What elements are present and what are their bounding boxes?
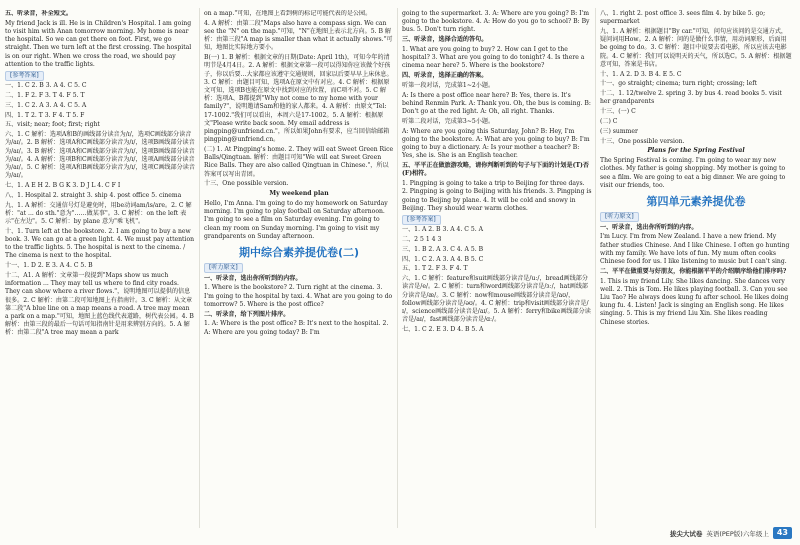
page-footer — [670, 526, 792, 540]
listening-text: I'm Lucy. I'm from New Zealand. I have a new friend. My father studies Chinese. And I like Chinese. I often go hunting with my family. We have lots of fun. My mum often cooks Chinese food for us. I like listening to music but I can't sing. — [600, 233, 790, 265]
listening-label: [听力原文] — [600, 212, 639, 222]
answer-line: 八、1. Hospital 2. straight 3. ship 4. post office 5. cinema — [5, 191, 182, 199]
listening-text: 1. Pingping is going to take a trip to Beijing for three days. 2. Pingping is going to Beijing with his friends. 3. Pingping is going to Beijing by plane. 4. It will be cold and snowy in Beijing. They should wear warm clothes. — [402, 180, 592, 212]
listening-label: [听力原文] — [204, 263, 243, 273]
essay-title: My weekend plan — [269, 190, 329, 198]
column-divider — [595, 8, 596, 528]
listening-text: 1. What are you going to buy? 2. How can I get to the hospital? 3. What are you going to do tonight? 4. Is there a cinema near here? 5. Where is the bookstore? — [402, 46, 585, 70]
answer-key-label: [参考答案] — [402, 215, 441, 225]
answer-line: 五、visit; near; foot; first; right — [5, 121, 100, 129]
answer-line: 十、1. Turn left at the bookstore. 2. I am going to buy a new book. 3. We can go at a green light. 4. We must pay attention to the traffic lights. 5. The hospital is next to the cinema. / The cinema is next to the hospital. — [5, 227, 195, 260]
section-title-midterm: 期中综合素养提优卷(二) — [238, 246, 360, 260]
answer-line: 六、1. C 解析：feature和suit画线部分读音是/uː/，bread画线部分读音是/e/。2. C 解析：turn和word画线部分读音是/ɜː/，hat画线部分读音是/æ/。3. C 解析：now和mouse画线部分读音是/aʊ/，follow画线部分读音是/əʊ/。4. C 解析：trip和visit画线部分读音是/ɪ/，science画线部分读音是/aɪ/。5. A 解析：ferry和bike画线部分读音是/aɪ/，fast画线部分读音是/ɑː/。 — [402, 275, 591, 324]
answer-line: 三、1. B 2. A 3. C 4. A 5. B — [402, 245, 484, 253]
answer-line: (二) C — [600, 118, 618, 125]
answer-line: 十一、1. D 2. E 3. A 4. C 5. B — [5, 262, 93, 270]
answer-line: 三、1. C 2. A 3. A 4. C 5. A — [5, 101, 87, 109]
question-header: 二、听录音，给下列图片排序。 — [204, 310, 290, 318]
answer-line: 四、1. C 2. A 3. A 4. B 5. C — [402, 255, 484, 263]
listening-text: going to the supermarket. 3. A: Where are you going? B: I'm going to the bookstore. 4. A: How do you go to school? B: By bus. 5. Don't turn right. — [402, 10, 590, 34]
question-header: 一、听录音，选出你所听到的内容。 — [204, 274, 302, 282]
answer-line: on a map."可知，在地图上看到树的标记可能代表的是公园。 — [204, 10, 372, 17]
answer-line: 二、1. F 2. F 3. T 4. F 5. T — [5, 92, 85, 99]
answer-line: 4. A 解析：由第二段"Maps also have a compass sign. We can see the "N" on the map."可知，"N"在地图上表示北方向。5. B 解析：由第三段"A map is smaller than what it actually shows."可知，地图比实际地方要小。 — [204, 19, 393, 52]
answer-line: 七、1. A E H 2. B G K 3. D J L 4. C F I — [5, 182, 121, 189]
question-header: 五、平平正在做旅游攻略，请你判断听到的句子与下面的计划是(T)否(F)相符。 — [402, 162, 590, 178]
question-header: 二、平平在做重要与好朋友，你能根据平平的介绍顺序给他们排序吗? — [600, 267, 787, 275]
answer-line: B(一) 1. B 解析：根据文章的日期(Date: April 1th)，可知今年的清明节是4月4日。2. A 解析：根据文章第一段可以得知你应该做个好孩子，你以后要...大家都应该遵守交通规则，回家以后要早早上床休息。3. C 解析：由题目可知，选项A在原文中有对应。4. C 解析：根据原文可知，选项B也能在原文中找到对应的位置，而C项不对。5. C 解析：选项A、B都提到"Why not come to my home with your family?"，说明邀请Sam和他的家人都来。4. A 解析：由原文"Tel: 17-1002."我们可以看出，本周六是17-1002。5. A 解析：根据原文"Please write back soon. My email address is pingping@unfriend.cn."，所以如果John有要求，应当回信给邮箱pingping@unfriend.cn。 — [204, 54, 393, 144]
answer-line: 五、1. T 2. F 3. F 4. T — [402, 265, 468, 273]
answer-line: 十一、go straight; cinema; turn right; crossing; left — [600, 80, 757, 88]
column-divider — [199, 8, 200, 528]
essay-intro: 十三、One possible version. — [204, 180, 289, 188]
listening-text: 1. Where is the bookstore? 2. Turn right at the cinema. 3. I'm going to the hospital by taxi. 4. What are you going to do tomorrow? 5. Where is the post office? — [204, 284, 393, 308]
column-3 — [402, 10, 592, 525]
column-2 — [204, 10, 394, 525]
column-1 — [5, 10, 195, 525]
answer-line: 十、1. A 2. D 3. B 4. E 5. C — [600, 70, 682, 78]
essay-body: The Spring Festival is coming. I'm going to wear my new clothes. My father is going shopping. My mother is going to see a film. We are going to eat a big dinner. We are going to visit our friends, too. — [600, 157, 786, 189]
page-number: 43 — [773, 527, 792, 539]
question-header: 三、听录音，选择合适的答句。 — [402, 36, 488, 44]
answer-line: (三) summer — [600, 127, 638, 135]
answer-key-label: [参考答案] — [5, 71, 44, 81]
section-title-unit4: 第四单元素养提优卷 — [646, 195, 746, 208]
answer-line: 四、1. T 2. T 3. F 4. T 5. F — [5, 111, 85, 119]
answer-line: 十三、(一) C — [600, 108, 636, 116]
essay-intro: 十三、One possible version. — [600, 137, 685, 145]
answer-line: 十二、1. 12/twelve 2. spring 3. by bus 4. read books 5. visit her grandparents — [600, 90, 782, 106]
listening-text: A: Where are you going this Saturday, John? B: Hey, I'm going to the bookstore. A: What are you going to buy? B: I'm going to buy a dictionary. A: Is your mother a teacher? B: Yes, she is. She is an English teacher. — [402, 127, 590, 160]
answer-line: 十二、A1. A 解析：文章第一段提到"Maps show us much information ... They may tell us where to find city roads. They can show where a river flows."，说明地图可以提供的信息很多。2. C 解析：由第二段可知地图上有指南针。3. C 解析：从文章第二段"A blue line on a map means a road. A tree may mean a park on a map."可知，地图上蓝色线代表道路，树代表公园。4. B 解析：由第三段的最后一句话可知指南针是用来辨别方向的。5. A 解析：由第二段"A tree may mean a park — [5, 272, 194, 337]
answer-line: 六、1. C 解析：选项A和B的画线部分读音为/ɪ/，选项C画线部分读音为/aɪ/。2. B 解析：选项A和C画线部分读音为/ɪ/，选项B画线部分读音为/aɪ/。3. B 解析：选项A和C画线部分读音为/ɪ/，选项B画线部分读音为/aɪ/。4. A 解析：选项B和C画线部分读音为/ɪ/，选项A画线部分读音为/aɪ/。5. C 解析：选项A和B画线部分读音为/ɪ/，选项C画线部分读音为/aɪ/。 — [5, 131, 195, 180]
book-subject: 英语(PEP版)六年级上 — [706, 529, 769, 538]
section-header: 五、听录音，补全短文。 — [5, 10, 73, 17]
answer-line: 一、1. A 2. B 3. A 4. C 5. A — [402, 226, 484, 234]
column-4 — [600, 10, 792, 525]
answer-line: 一、1. C 2. B 3. A 4. C 5. C — [5, 82, 87, 90]
answer-line: 九、1. A 解析：根据题目"By car."可知，问句应该问的是交通方式，疑问词用How。2. A 解析：问的是做什么事情，用动词原形，后面用be going to do。3. C 解析：题目中说要去看电影，所以应该去电影院。4. C 解析：我们可以说明天的天气，所以选C。5. A 解析：根据题意可知，答案是书店。 — [600, 28, 792, 68]
listening-text: 1. A: Where is the post office? B: It's next to the hospital. 2. A: Where are you going today? B: I'm — [204, 320, 389, 336]
question-header: 一、听录音，选出你所听到的内容。 — [600, 223, 698, 231]
column-divider — [397, 8, 398, 528]
passage: My friend Jack is ill. He is in Children's Hospital. I am going to visit him with Anan tomorrow morning. My home is near the hospital. So we can get there on foot. First, we go straight. Then we turn left at the first crossing. The hospital is on our right. When we cross the road, we should pay attention to the traffic lights. — [5, 19, 192, 68]
listening-text: 听第二段对话，完成第3~5小题。 — [402, 118, 495, 125]
listening-text: A: Is there a post office near here? B: Yes, there is. It's behind Renmin Park. A: Thank you. Oh, the bus is coming. B: Don't go at the red light. A: Oh, all right. Thanks. — [402, 91, 591, 116]
book-brand: 拔尖大试卷 — [669, 529, 703, 538]
answer-line: (二) 1. At Pingping's home. 2. They will eat Sweet Green Rice Balls/Qingtuan. 解析：由题目可知"We will eat Sweet Green Rice Balls. They are also called Qingtuan in Chinese."，所以答案可以写出青团。 — [204, 146, 394, 178]
answer-line: 八、1. right 2. post office 3. sees film 4. by bike 5. go; supermarket — [600, 10, 766, 26]
listening-text: 听第一段对话，完成第1~2小题。 — [402, 82, 495, 89]
answer-line: 二、2 5 1 4 3 — [402, 236, 442, 243]
essay-body: Hello, I'm Anna. I'm going to do my homework on Saturday morning. I'm going to play football on Saturday afternoon. I'm going to see a film on Saturday evening. I'm going to clean my room on Sunday morning. I'm going to visit my grandparents on Sunday afternoon. — [204, 200, 388, 240]
answer-line: 七、1. C 2. E 3. D 4. B 5. A — [402, 326, 484, 333]
answer-line: 九、1. A 解析：交通信号灯是避免时，用be动词am/is/are。2. C 解析："at ... do sth."意为"……做某事"。3. C 解析：on the left 表示"在左边"。5. C 解析：by plane 意为"乘飞机"。 — [5, 201, 192, 225]
question-header: 四、听录音，选择正确的答案。 — [402, 72, 488, 80]
essay-title: Plans for the Spring Festival — [647, 147, 745, 155]
listening-text: 1. This is my friend Lily. She likes dancing. She dances very well. 2. This is Tom. He likes playing football. 3. Can you see Liu Tao? He always does kung fu after school. He likes doing kung fu. 4. Listen! Jack is singing an English song. He likes singing. 5. This is my friend Liu Xin. She likes reading Chinese stories. — [600, 277, 789, 326]
